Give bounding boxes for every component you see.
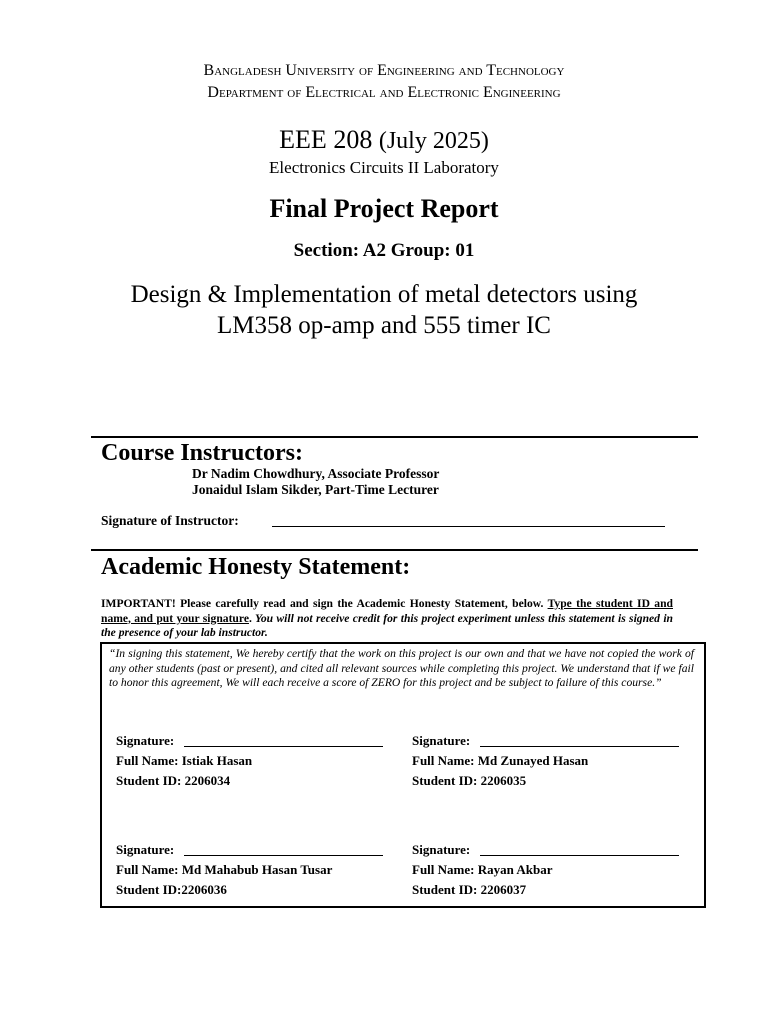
important-italic: You will not receive credit for this project experiment unless this statement is signed in the presence of your lab instructor. [101, 611, 673, 639]
instructor-1: Dr Nadim Chowdhury, Associate Professor [192, 466, 440, 481]
signature-label: Signature: [412, 842, 471, 857]
instructor-signature-line[interactable] [272, 526, 665, 527]
honesty-statement: “In signing this statement, We hereby certify that the work on this project is our own and that we have not copied the work of any other students (past or present), and cited all relevant sources while completing this project. We understand that if we fail to honor this agreement, We will each receive a score of ZERO for this project and be subject to failure of this course.” [109, 647, 694, 689]
student-id: Student ID: 2206034 [116, 773, 231, 788]
full-name: Full Name: Rayan Akbar [412, 862, 553, 877]
signature-label: Signature: [116, 733, 175, 748]
section-group: Section: A2 Group: 01 [293, 240, 475, 261]
important-lead: IMPORTANT! Please carefully read and sign the Academic Honesty Statement, below. [101, 597, 548, 610]
signature-block-4 [412, 840, 679, 900]
signature-label: Signature: [412, 733, 471, 748]
signature-line[interactable] [480, 855, 679, 856]
important-period: . [248, 611, 252, 625]
signature-line[interactable] [184, 855, 383, 856]
report-type: Final Project Report [269, 194, 499, 223]
course-name: Electronics Circuits II Laboratory [269, 158, 499, 177]
student-id: Student ID: 2206037 [412, 882, 527, 897]
signature-line[interactable] [480, 746, 679, 747]
full-name: Full Name: Md Mahabub Hasan Tusar [116, 862, 333, 877]
course-title [0, 124, 768, 157]
project-title-line-1: Design & Implementation of metal detectors using [130, 281, 638, 308]
important-notice [101, 597, 673, 641]
signature-block-3 [116, 840, 383, 900]
divider-honesty [91, 549, 698, 551]
project-title-line-2: LM358 op-amp and 555 timer IC [217, 312, 551, 339]
course-code: EEE 208 [279, 125, 373, 154]
university-name: Bangladesh University of Engineering and Technology [203, 62, 565, 79]
instructors-heading: Course Instructors: [101, 440, 303, 466]
student-id: Student ID:2206036 [116, 882, 227, 897]
signature-label: Signature: [116, 842, 175, 857]
instructor-signature-label: Signature of Instructor: [101, 513, 239, 528]
student-id: Student ID: 2206035 [412, 773, 527, 788]
instructor-2: Jonaidul Islam Sikder, Part-Time Lecturer [192, 482, 439, 497]
important-underlined: Type the student ID and name, and put your signature [101, 597, 673, 625]
signature-block-1 [116, 731, 383, 791]
department-name: Department of Electrical and Electronic Engineering [207, 84, 561, 101]
project-title [0, 279, 768, 341]
full-name: Full Name: Istiak Hasan [116, 753, 253, 768]
course-semester: (July 2025) [378, 128, 489, 154]
signature-line[interactable] [184, 746, 383, 747]
full-name: Full Name: Md Zunayed Hasan [412, 753, 589, 768]
signature-block-2 [412, 731, 679, 791]
honesty-heading: Academic Honesty Statement: [101, 554, 411, 580]
